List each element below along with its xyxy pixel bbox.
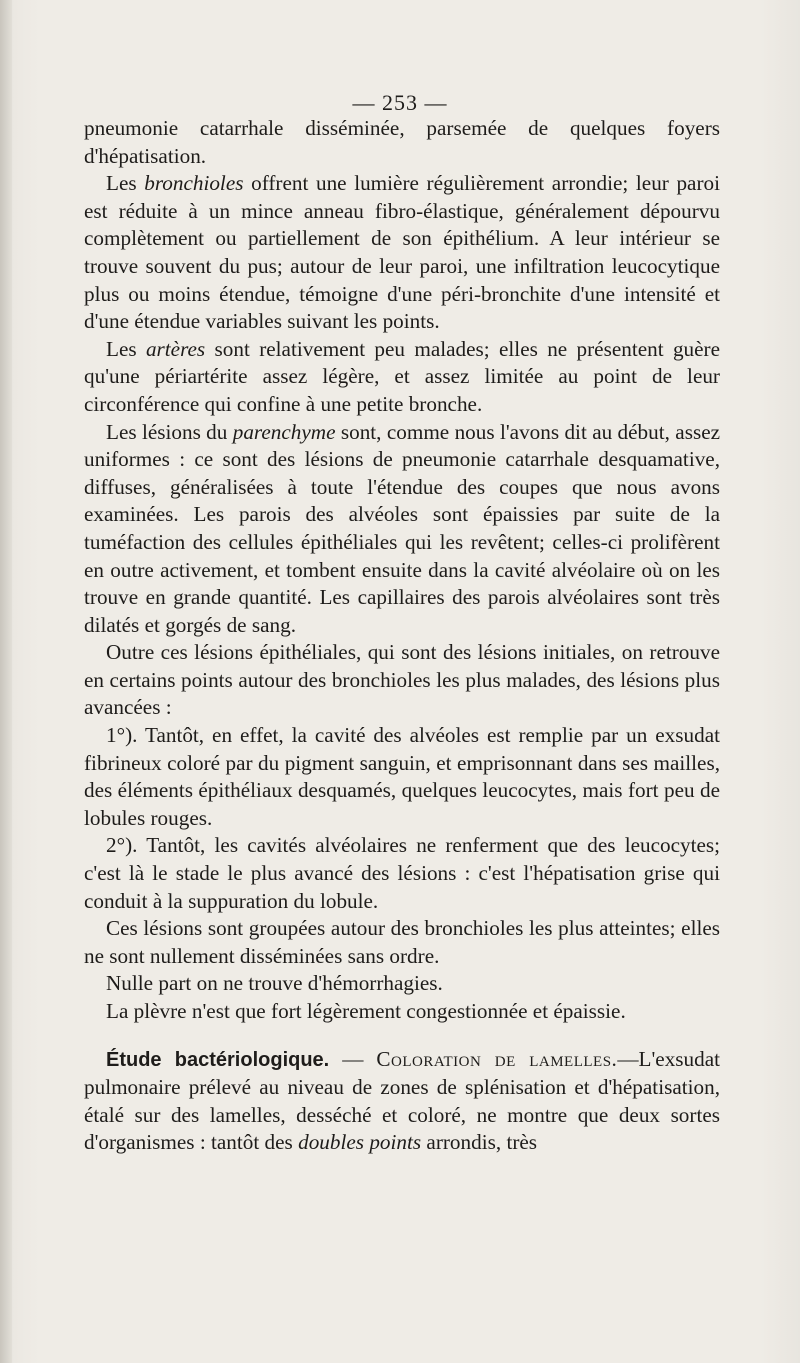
text-run: 1°). Tantôt, en effet, la cavité des alvéoles est remplie par un exsudat fibrineux coloré par du pigment sanguin, et emprisonnant dans ses mailles, des éléments épithéliaux desquamés, quelques leucocytes, mais fort peu de lobules rouges. [84,723,720,830]
text-run: arrondis, très [421,1130,538,1155]
italic-term: doubles points [298,1130,422,1155]
paragraph [84,832,720,915]
text-run: —L'exsudat pulmonaire prélevé au niveau de zones de splénisation et d'hépatisation, étalé sur des lamelles, desséché et coloré, ne montre que deux sortes d'organismes : tantôt des [84,1046,721,1155]
paragraph [84,998,720,1026]
subsection-title: Coloration de lamelles. [376,1046,618,1071]
text-run: offrent une lumière régulièrement arrondie; leur paroi est réduite à un mince anneau fibro-élastique, généralement dépourvu complètement ou partiellement de son épithélium. A leur intérieur se trouve souvent du pus; autour de leur paroi, une infiltration leucocytique plus ou moins étendue, témoigne d'une péri-bronchite d'une intensité et d'une étendue variables suivant les points. [84,171,720,334]
text-run: Outre ces lésions épithéliales, qui sont des lésions initiales, on retrouve en certains points autour des bronchioles les plus malades, des lésions plus avancées : [84,640,720,720]
paragraph [84,336,720,419]
page-spine-shadow [0,0,12,1363]
paragraph [84,639,720,722]
paragraph [84,970,720,998]
section-heading: Étude bactériologique. [106,1048,330,1071]
paragraph [84,915,720,970]
text-run: — [329,1046,377,1071]
italic-term: artères [145,336,206,361]
page-number: — 253 — [352,90,448,115]
text-run: 2°). Tantôt, les cavités alvéolaires ne renferment que des leucocytes; c'est là le stade le plus avancé des lésions : c'est l'hépatisation grise qui conduit à la suppuration du lobule. [84,833,720,913]
text-run: sont, comme nous l'avons dit au début, assez uniformes : ce sont des lésions de pneumonie catarrhale desquamative, diffuses, généralisées à toute l'étendue des coupes que nous avons examinées. Les parois des alvéoles sont épaissies par suite de la tuméfaction des cellules épithéliales qui les revêtent; celles-ci prolifèrent en outre activement, et tombent ensuite dans la cavité alvéolaire où on les trouve en grande quantité. Les capillaires des parois alvéolaires sont très dilatés et gorgés de sang. [84,419,720,637]
section-gap [84,1026,720,1046]
italic-term: parenchyme [232,419,336,444]
paragraph [84,1046,720,1157]
text-run: Les [106,171,145,196]
text-run: Nulle part on ne trouve d'hémorrhagies. [106,971,443,996]
paragraph [84,419,720,640]
text-run: Ces lésions sont groupées autour des bronchioles les plus atteintes; elles ne sont nullement disséminées sans ordre. [84,916,720,968]
paragraph [84,170,720,336]
text-run: La plèvre n'est que fort légèrement congestionnée et épaissie. [106,999,626,1023]
italic-term: bronchioles [144,171,244,196]
text-run: pneumonie catarrhale disséminée, parsemée de quelques foyers d'hépatisation. [84,116,720,168]
body-text [84,115,720,1157]
text-run: Les lésions du [106,419,233,444]
text-run: Les [106,336,146,361]
paragraph [84,722,720,832]
paragraph [84,115,720,170]
text-run: sont relativement peu malades; elles ne présentent guère qu'une périartérite assez légère, et assez limitée au point de leur circonférence qui confine à une petite bronche. [84,336,720,416]
